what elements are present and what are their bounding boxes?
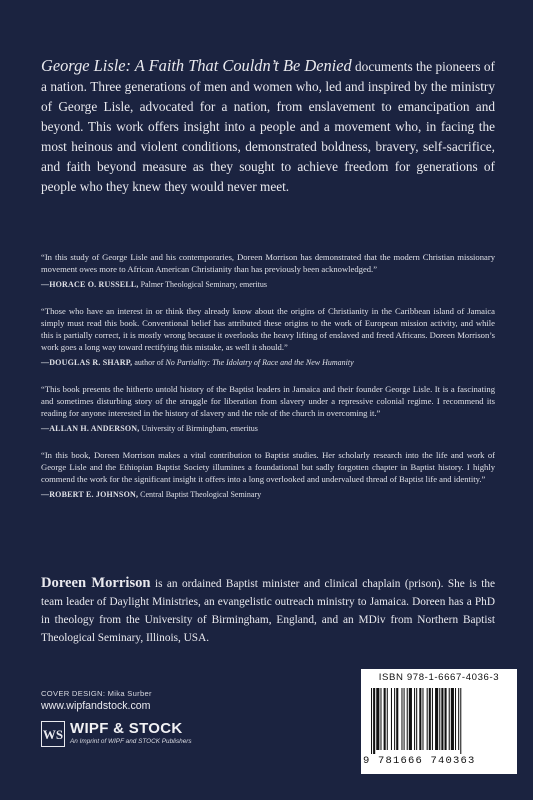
barcode-bar	[432, 688, 433, 750]
endorsement	[41, 449, 495, 501]
barcode-bar	[427, 688, 428, 750]
barcode-bar	[460, 688, 461, 754]
credits	[41, 689, 241, 712]
isbn-barcode	[361, 669, 517, 774]
barcode-bar	[380, 688, 381, 750]
publisher-name: WIPF & STOCK	[70, 720, 183, 737]
barcode-bar	[441, 688, 443, 750]
endorser-name: —ALLAN H. ANDERSON,	[41, 424, 140, 433]
barcode-bar	[449, 688, 450, 750]
endorsement-attribution	[41, 279, 495, 291]
endorsement-attribution	[41, 357, 495, 369]
author-bio-text: is an ordained Baptist minister and clinical chaplain (prison). She is the team leader of Daylight Ministries, an evangelistic outreach ministry to Jamaica. Doreen has a PhD in theology from the University of Birmingham, England, and an MDiv from Northern Baptist Theological Seminary, Illinois, USA.	[41, 578, 495, 644]
barcode-bars	[371, 688, 507, 754]
barcode-bar	[419, 688, 421, 750]
publisher-imprint	[41, 721, 261, 751]
barcode-bar	[458, 688, 459, 750]
barcode-bar	[416, 688, 417, 750]
endorsement-quote: “In this study of George Lisle and his contemporaries, Doreen Morrison has demonstrated that the modern Christian missionary movement owes more to African American Christianity than has previously been acknowledged.”	[41, 252, 495, 274]
barcode-bar	[422, 688, 423, 750]
endorsement-attribution	[41, 423, 495, 435]
endorsements	[41, 251, 495, 515]
author-bio	[41, 574, 495, 647]
barcode-bar	[439, 688, 440, 750]
endorser-name: —DOUGLAS R. SHARP,	[41, 358, 133, 367]
barcode-bar	[451, 688, 454, 750]
barcode-bar	[371, 688, 372, 754]
endorsement	[41, 305, 495, 369]
endorsement-attribution	[41, 489, 495, 501]
endorsement	[41, 251, 495, 291]
endorsement-quote: “In this book, Doreen Morrison makes a vital contribution to Baptist studies. Her scholarly research into the life and work of George Lisle and the Ethiopian Baptist Society illumines a foundational but sadly forgotten chapter in Baptist history. I highly commend the work for the significant insight it offers into a long overlooked and undervalued thread of Baptist life and identity.”	[41, 450, 495, 484]
endorser-affiliation: author of	[132, 358, 166, 367]
barcode-bar	[396, 688, 398, 750]
barcode-bar	[409, 688, 412, 750]
author-name: Doreen Morrison	[41, 575, 151, 591]
book-description	[41, 56, 495, 197]
cover-design-credit: COVER DESIGN: Mika Surber	[41, 689, 152, 698]
endorsement-quote: “Those who have an interest in or think they already know about the origins of Christianity in the Caribbean island of Jamaica simply must read this book. Conventional belief has attributed these origins to the work of European mission activity, and while this is partially correct, it is mostly wrong because it overlooks the heavy lifting of enslaved and freed Africans. Doreen Morrison’s work goes a long way toward rectifying this mistake, as well it should.”	[41, 306, 495, 352]
barcode-bar	[394, 688, 395, 750]
barcode-bar	[373, 688, 375, 754]
barcode-bar	[404, 688, 405, 750]
endorser-affiliation: Palmer Theological Seminary, emeritus	[138, 280, 268, 289]
barcode-bar	[445, 688, 447, 750]
endorser-name: —ROBERT E. JOHNSON,	[41, 490, 139, 499]
endorser-affiliation: Central Baptist Theological Seminary	[138, 490, 262, 499]
barcode-bar	[407, 688, 408, 750]
book-title: George Lisle: A Faith That Couldn’t Be Denied	[41, 56, 352, 75]
barcode-bar	[387, 688, 388, 750]
isbn-text: ISBN 978-1-6667-4036-3	[378, 672, 500, 683]
barcode-bar	[455, 688, 456, 750]
endorser-affiliation: University of Birmingham, emeritus	[139, 424, 258, 433]
barcode-bar	[414, 688, 415, 750]
endorsement-quote: “This book presents the hitherto untold history of the Baptist leaders in Jamaica and their founder George Lisle. It is a fascinating and sometimes disturbing story of the struggle for liberation from slavery under a repressive colonial regime. I recommend its reading for anyone interested in the history of slavery and the role of the church in overcoming it.”	[41, 384, 495, 418]
barcode-bar	[376, 688, 379, 750]
description-body: documents the pioneers of a nation. Three generations of men and women who, led and inspired by the ministry of George Lisle, advocated for a nation, from enslavement to emancipation and beyond. This work offers insight into a people and a movement who, in facing the most heinous and violent conditions, demonstrated boldness, bravery, self-sacrifice, and faith beyond measure as they sought to achieve freedom for generations of people who they knew they would never meet.	[41, 59, 495, 194]
publisher-logo-letters: WS	[42, 727, 64, 742]
barcode-bar	[429, 688, 431, 750]
publisher-tagline: An Imprint of WIPF and STOCK Publishers	[70, 738, 192, 745]
publisher-website: www.wipfandstock.com	[41, 700, 151, 712]
barcode-bar	[401, 688, 402, 750]
barcode-digits: 9 781666 740363	[363, 755, 476, 767]
barcode-bar	[384, 688, 386, 750]
endorsement	[41, 383, 495, 435]
publisher-logo-icon	[41, 721, 65, 747]
barcode-bar	[391, 688, 392, 750]
endorser-book-title: No Partiality: The Idolatry of Race and the New Humanity	[165, 358, 354, 367]
endorser-name: —HORACE O. RUSSELL,	[41, 280, 139, 289]
barcode-bar	[435, 688, 438, 750]
